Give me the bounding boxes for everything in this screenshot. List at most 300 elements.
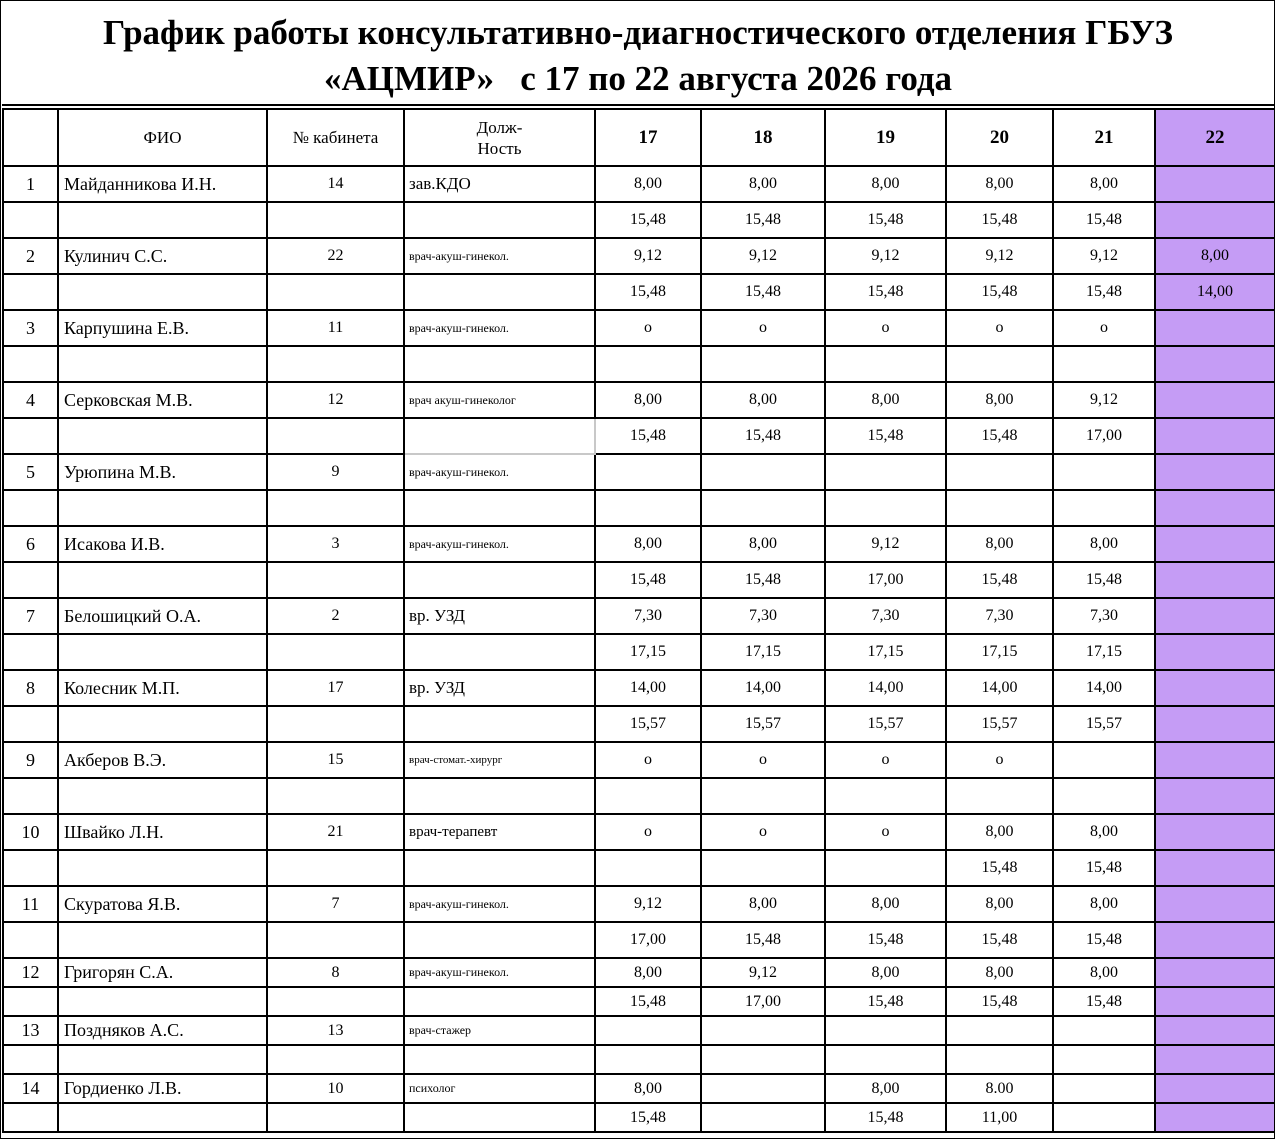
staff-name: Карпушина Е.В. — [58, 310, 267, 346]
start-time-cell: 8,00 — [825, 166, 946, 202]
table-row — [3, 1016, 1275, 1045]
cabinet-number: 2 — [267, 598, 404, 634]
row-number: 2 — [3, 238, 58, 274]
empty-cell — [267, 706, 404, 742]
table-row — [3, 670, 1275, 706]
start-time-cell — [1053, 1074, 1155, 1103]
end-time-cell — [595, 346, 701, 382]
empty-cell — [3, 778, 58, 814]
start-time-cell: 8,00 — [825, 886, 946, 922]
end-time-cell: 15,57 — [1053, 706, 1155, 742]
table-row — [3, 382, 1275, 418]
empty-cell — [58, 1103, 267, 1132]
start-time-cell: о — [595, 310, 701, 346]
table-row — [3, 346, 1275, 382]
end-time-cell — [701, 490, 825, 526]
staff-position: вр. УЗД — [404, 598, 595, 634]
empty-cell — [404, 562, 595, 598]
start-time-cell — [595, 454, 701, 490]
start-time-cell: 8,00 — [825, 382, 946, 418]
empty-cell — [58, 202, 267, 238]
empty-cell — [267, 922, 404, 958]
empty-cell — [267, 490, 404, 526]
start-time-cell: 9,12 — [595, 886, 701, 922]
end-time-cell: 11,00 — [946, 1103, 1053, 1132]
end-time-cell — [701, 850, 825, 886]
end-time-cell — [595, 850, 701, 886]
end-time-cell: 15,48 — [595, 202, 701, 238]
empty-cell — [404, 1103, 595, 1132]
start-time-cell: 9,12 — [946, 238, 1053, 274]
title-line-2: «АЦМИР» с 17 по 22 августа 2026 года — [323, 59, 953, 98]
table-row — [3, 454, 1275, 490]
start-time-cell — [701, 1016, 825, 1045]
start-time-cell: о — [946, 310, 1053, 346]
start-time-cell — [1155, 166, 1275, 202]
staff-position: вр. УЗД — [404, 670, 595, 706]
end-time-cell — [825, 346, 946, 382]
header-num — [3, 109, 58, 166]
start-time-cell — [1155, 1016, 1275, 1045]
end-time-cell — [1155, 634, 1275, 670]
end-time-cell — [595, 490, 701, 526]
title-line-1: График работы консультативно-диагностического отделения ГБУЗ — [103, 13, 1173, 52]
end-time-cell — [1155, 922, 1275, 958]
empty-cell — [3, 634, 58, 670]
end-time-cell: 15,48 — [1053, 562, 1155, 598]
header-cabinet: № кабинета — [267, 109, 404, 166]
staff-name: Кулинич С.С. — [58, 238, 267, 274]
end-time-cell — [1155, 987, 1275, 1016]
empty-cell — [267, 1103, 404, 1132]
end-time-cell — [1155, 490, 1275, 526]
end-time-cell: 17,15 — [946, 634, 1053, 670]
start-time-cell: 8,00 — [595, 526, 701, 562]
empty-cell — [58, 778, 267, 814]
cabinet-number: 10 — [267, 1074, 404, 1103]
end-time-cell — [701, 1103, 825, 1132]
end-time-cell: 15,48 — [701, 202, 825, 238]
empty-cell — [3, 1103, 58, 1132]
table-row — [3, 490, 1275, 526]
empty-cell — [58, 274, 267, 310]
table-row — [3, 526, 1275, 562]
start-time-cell: 9,12 — [701, 958, 825, 987]
empty-cell — [3, 562, 58, 598]
page-title — [2, 2, 1274, 106]
staff-position: врач-акуш-гинекол. — [404, 238, 595, 274]
table-row — [3, 562, 1275, 598]
staff-name: Урюпина М.В. — [58, 454, 267, 490]
start-time-cell: 14,00 — [1053, 670, 1155, 706]
end-time-cell: 15,57 — [825, 706, 946, 742]
header-day: 21 — [1053, 109, 1155, 166]
end-time-cell: 17,00 — [825, 562, 946, 598]
cabinet-number: 21 — [267, 814, 404, 850]
start-time-cell: 9,12 — [825, 526, 946, 562]
cabinet-number: 12 — [267, 382, 404, 418]
end-time-cell: 15,48 — [701, 562, 825, 598]
end-time-cell — [1155, 778, 1275, 814]
empty-cell — [267, 202, 404, 238]
empty-cell — [267, 418, 404, 454]
start-time-cell: о — [701, 742, 825, 778]
header-fio: ФИО — [58, 109, 267, 166]
empty-cell — [58, 706, 267, 742]
start-time-cell — [1155, 886, 1275, 922]
end-time-cell — [701, 346, 825, 382]
staff-position: врач-стомат.-хирург — [404, 742, 595, 778]
end-time-cell: 15,48 — [595, 274, 701, 310]
staff-position: врач-акуш-гинекол. — [404, 526, 595, 562]
start-time-cell — [1155, 958, 1275, 987]
table-row — [3, 166, 1275, 202]
start-time-cell: 8,00 — [1053, 958, 1155, 987]
cabinet-number: 11 — [267, 310, 404, 346]
start-time-cell — [825, 1016, 946, 1045]
cabinet-number: 14 — [267, 166, 404, 202]
table-row — [3, 310, 1275, 346]
row-number: 8 — [3, 670, 58, 706]
start-time-cell: 8,00 — [1053, 526, 1155, 562]
end-time-cell — [1155, 562, 1275, 598]
start-time-cell: 8,00 — [946, 526, 1053, 562]
end-time-cell: 15,48 — [946, 274, 1053, 310]
start-time-cell: 7,30 — [595, 598, 701, 634]
table-row — [3, 742, 1275, 778]
empty-cell — [58, 562, 267, 598]
end-time-cell: 17,00 — [701, 987, 825, 1016]
start-time-cell: 9,12 — [1053, 238, 1155, 274]
table-row — [3, 238, 1275, 274]
empty-cell — [3, 850, 58, 886]
end-time-cell: 17,15 — [825, 634, 946, 670]
start-time-cell: 8,00 — [701, 166, 825, 202]
cabinet-number: 17 — [267, 670, 404, 706]
start-time-cell: о — [1053, 310, 1155, 346]
end-time-cell: 17,15 — [595, 634, 701, 670]
staff-name: Скуратова Я.В. — [58, 886, 267, 922]
start-time-cell: 7,30 — [946, 598, 1053, 634]
table-row — [3, 598, 1275, 634]
staff-name: Акберов В.Э. — [58, 742, 267, 778]
cabinet-number: 13 — [267, 1016, 404, 1045]
empty-cell — [404, 274, 595, 310]
empty-cell — [3, 987, 58, 1016]
end-time-cell — [595, 1045, 701, 1074]
table-row — [3, 886, 1275, 922]
start-time-cell — [825, 454, 946, 490]
start-time-cell: 14,00 — [825, 670, 946, 706]
row-number: 12 — [3, 958, 58, 987]
row-number: 9 — [3, 742, 58, 778]
start-time-cell: о — [946, 742, 1053, 778]
empty-cell — [58, 922, 267, 958]
start-time-cell: о — [595, 742, 701, 778]
empty-cell — [3, 706, 58, 742]
end-time-cell — [595, 778, 701, 814]
end-time-cell: 15,48 — [946, 202, 1053, 238]
end-time-cell — [701, 1045, 825, 1074]
end-time-cell: 15,57 — [595, 706, 701, 742]
start-time-cell: 7,30 — [1053, 598, 1155, 634]
end-time-cell — [1053, 778, 1155, 814]
table-row — [3, 850, 1275, 886]
end-time-cell — [1155, 418, 1275, 454]
empty-cell — [267, 1045, 404, 1074]
start-time-cell: 9,12 — [1053, 382, 1155, 418]
row-number: 11 — [3, 886, 58, 922]
header-day: 19 — [825, 109, 946, 166]
empty-cell — [404, 418, 595, 454]
end-time-cell: 15,48 — [595, 562, 701, 598]
row-number: 4 — [3, 382, 58, 418]
end-time-cell — [1155, 1045, 1275, 1074]
end-time-cell: 15,48 — [1053, 922, 1155, 958]
start-time-cell — [1053, 742, 1155, 778]
empty-cell — [404, 1045, 595, 1074]
end-time-cell: 15,48 — [595, 418, 701, 454]
empty-cell — [267, 634, 404, 670]
end-time-cell: 15,48 — [946, 850, 1053, 886]
empty-cell — [58, 987, 267, 1016]
end-time-cell — [1053, 490, 1155, 526]
start-time-cell: 7,30 — [825, 598, 946, 634]
start-time-cell: 8,00 — [595, 958, 701, 987]
header-position-line-1: Долж- — [476, 117, 523, 137]
staff-name: Исакова И.В. — [58, 526, 267, 562]
empty-cell — [404, 706, 595, 742]
cabinet-number: 8 — [267, 958, 404, 987]
header-position-line-2: Ность — [477, 138, 522, 158]
end-time-cell: 15,48 — [1053, 274, 1155, 310]
start-time-cell: 8,00 — [595, 1074, 701, 1103]
table-row — [3, 1045, 1275, 1074]
cabinet-number: 3 — [267, 526, 404, 562]
end-time-cell: 15,48 — [825, 274, 946, 310]
start-time-cell: 8,00 — [946, 814, 1053, 850]
start-time-cell: 14,00 — [595, 670, 701, 706]
start-time-cell: 8,00 — [1053, 886, 1155, 922]
end-time-cell: 15,57 — [946, 706, 1053, 742]
empty-cell — [404, 778, 595, 814]
staff-name: Серковская М.В. — [58, 382, 267, 418]
staff-position: врач-акуш-гинекол. — [404, 310, 595, 346]
empty-cell — [267, 274, 404, 310]
row-number: 7 — [3, 598, 58, 634]
table-row — [3, 958, 1275, 987]
empty-cell — [3, 274, 58, 310]
row-number: 5 — [3, 454, 58, 490]
end-time-cell: 15,57 — [701, 706, 825, 742]
cabinet-number: 7 — [267, 886, 404, 922]
end-time-cell — [825, 778, 946, 814]
start-time-cell: 8,00 — [946, 886, 1053, 922]
end-time-cell: 17,15 — [701, 634, 825, 670]
end-time-cell — [825, 850, 946, 886]
end-time-cell: 17,00 — [1053, 418, 1155, 454]
row-number: 1 — [3, 166, 58, 202]
start-time-cell — [1155, 454, 1275, 490]
start-time-cell — [1155, 382, 1275, 418]
empty-cell — [3, 202, 58, 238]
header-day: 20 — [946, 109, 1053, 166]
table-row — [3, 202, 1275, 238]
end-time-cell: 15,48 — [946, 987, 1053, 1016]
start-time-cell: 8,00 — [701, 382, 825, 418]
staff-name: Майданникова И.Н. — [58, 166, 267, 202]
row-number: 6 — [3, 526, 58, 562]
table-row — [3, 418, 1275, 454]
end-time-cell: 15,48 — [701, 418, 825, 454]
cabinet-number: 9 — [267, 454, 404, 490]
staff-position: врач-акуш-гинекол. — [404, 958, 595, 987]
empty-cell — [3, 346, 58, 382]
end-time-cell: 15,48 — [825, 987, 946, 1016]
start-time-cell — [1053, 454, 1155, 490]
start-time-cell — [701, 1074, 825, 1103]
table-row — [3, 778, 1275, 814]
table-row — [3, 987, 1275, 1016]
end-time-cell: 15,48 — [595, 1103, 701, 1132]
start-time-cell — [595, 1016, 701, 1045]
empty-cell — [58, 1045, 267, 1074]
staff-position: зав.КДО — [404, 166, 595, 202]
staff-name: Швайко Л.Н. — [58, 814, 267, 850]
staff-name: Белошицкий О.А. — [58, 598, 267, 634]
end-time-cell: 15,48 — [946, 562, 1053, 598]
staff-position: психолог — [404, 1074, 595, 1103]
staff-position: врач-акуш-гинекол. — [404, 454, 595, 490]
start-time-cell: 8,00 — [1053, 814, 1155, 850]
row-number: 14 — [3, 1074, 58, 1103]
end-time-cell: 15,48 — [825, 922, 946, 958]
end-time-cell — [1053, 1103, 1155, 1132]
empty-cell — [3, 922, 58, 958]
table-row — [3, 1074, 1275, 1103]
header-day: 17 — [595, 109, 701, 166]
end-time-cell — [946, 346, 1053, 382]
start-time-cell: 8,00 — [946, 382, 1053, 418]
cabinet-number: 22 — [267, 238, 404, 274]
end-time-cell: 15,48 — [946, 418, 1053, 454]
staff-position: врач-акуш-гинекол. — [404, 886, 595, 922]
header-day: 18 — [701, 109, 825, 166]
end-time-cell — [946, 778, 1053, 814]
end-time-cell — [1155, 706, 1275, 742]
empty-cell — [58, 634, 267, 670]
end-time-cell — [1053, 346, 1155, 382]
table-row — [3, 1103, 1275, 1132]
start-time-cell: 8.00 — [946, 1074, 1053, 1103]
end-time-cell: 15,48 — [595, 987, 701, 1016]
start-time-cell — [701, 454, 825, 490]
end-time-cell: 15,48 — [946, 922, 1053, 958]
start-time-cell: 8,00 — [595, 166, 701, 202]
end-time-cell: 15,48 — [825, 1103, 946, 1132]
start-time-cell: 14,00 — [946, 670, 1053, 706]
empty-cell — [58, 490, 267, 526]
start-time-cell — [1155, 814, 1275, 850]
end-time-cell: 15,48 — [701, 922, 825, 958]
start-time-cell: о — [825, 742, 946, 778]
end-time-cell: 15,48 — [1053, 850, 1155, 886]
empty-cell — [404, 922, 595, 958]
empty-cell — [267, 987, 404, 1016]
schedule-table — [2, 108, 1275, 1133]
start-time-cell: о — [825, 814, 946, 850]
start-time-cell — [1155, 598, 1275, 634]
start-time-cell — [946, 454, 1053, 490]
start-time-cell: 8,00 — [825, 1074, 946, 1103]
empty-cell — [3, 418, 58, 454]
empty-cell — [267, 346, 404, 382]
table-row — [3, 706, 1275, 742]
end-time-cell: 15,48 — [1053, 987, 1155, 1016]
table-row — [3, 922, 1275, 958]
header-row — [3, 109, 1275, 166]
staff-name: Колесник М.П. — [58, 670, 267, 706]
end-time-cell: 14,00 — [1155, 274, 1275, 310]
empty-cell — [267, 562, 404, 598]
end-time-cell — [1155, 850, 1275, 886]
staff-name: Григорян С.А. — [58, 958, 267, 987]
row-number: 3 — [3, 310, 58, 346]
end-time-cell — [701, 778, 825, 814]
start-time-cell: о — [825, 310, 946, 346]
start-time-cell — [1155, 742, 1275, 778]
empty-cell — [404, 490, 595, 526]
start-time-cell — [946, 1016, 1053, 1045]
start-time-cell: 8,00 — [701, 886, 825, 922]
start-time-cell: 9,12 — [701, 238, 825, 274]
start-time-cell — [1155, 526, 1275, 562]
empty-cell — [267, 850, 404, 886]
end-time-cell: 15,48 — [1053, 202, 1155, 238]
empty-cell — [3, 490, 58, 526]
staff-name: Гордиенко Л.В. — [58, 1074, 267, 1103]
end-time-cell — [1053, 1045, 1155, 1074]
empty-cell — [58, 850, 267, 886]
row-number: 13 — [3, 1016, 58, 1045]
table-row — [3, 634, 1275, 670]
end-time-cell: 17,00 — [595, 922, 701, 958]
start-time-cell: о — [595, 814, 701, 850]
staff-position: врач-стажер — [404, 1016, 595, 1045]
end-time-cell — [825, 1045, 946, 1074]
start-time-cell: 8,00 — [701, 526, 825, 562]
start-time-cell: 7,30 — [701, 598, 825, 634]
empty-cell — [404, 202, 595, 238]
empty-cell — [404, 850, 595, 886]
end-time-cell — [1155, 202, 1275, 238]
cabinet-number: 15 — [267, 742, 404, 778]
end-time-cell — [946, 1045, 1053, 1074]
start-time-cell: о — [701, 310, 825, 346]
end-time-cell — [946, 490, 1053, 526]
start-time-cell: 8,00 — [946, 166, 1053, 202]
empty-cell — [404, 634, 595, 670]
staff-name: Поздняков А.С. — [58, 1016, 267, 1045]
end-time-cell: 15,48 — [825, 418, 946, 454]
start-time-cell: 14,00 — [701, 670, 825, 706]
end-time-cell — [825, 490, 946, 526]
end-time-cell — [1155, 346, 1275, 382]
start-time-cell: 8,00 — [825, 958, 946, 987]
end-time-cell: 15,48 — [701, 274, 825, 310]
start-time-cell: о — [701, 814, 825, 850]
empty-cell — [267, 778, 404, 814]
